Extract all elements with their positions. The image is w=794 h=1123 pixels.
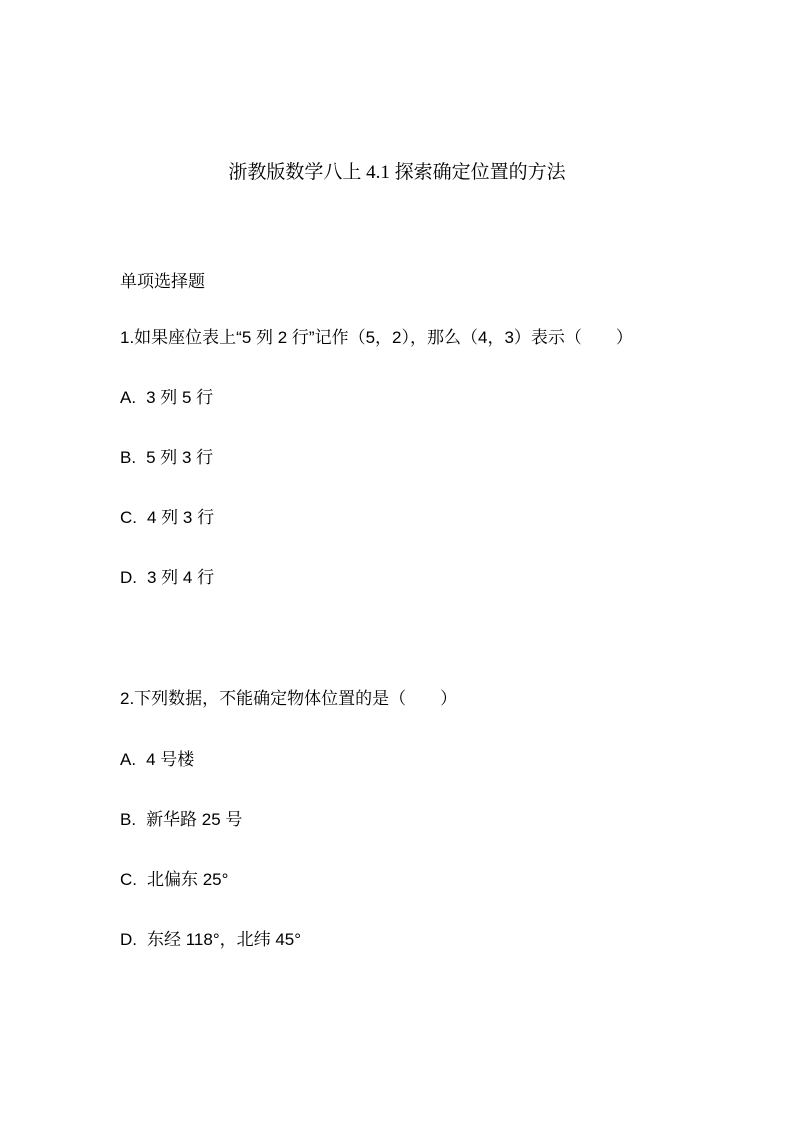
option-letter: C. [120,870,137,889]
question-1-option-d[interactable] [120,566,214,590]
option-text: 东经 118°，北纬 45° [147,930,302,949]
option-letter: C. [120,508,137,527]
option-letter: D. [120,568,137,587]
question-2-option-b[interactable] [120,808,242,832]
question-1-option-b[interactable] [120,446,213,470]
option-letter: D. [120,930,137,949]
option-text: 5 列 3 行 [146,448,214,467]
question-2-stem: 2.下列数据，不能确定物体位置的是（ ） [120,689,458,708]
section-heading: 单项选择题 [120,272,205,291]
question-1-option-c[interactable] [120,506,214,530]
question-1-option-a[interactable] [120,386,213,410]
option-text: 北偏东 25° [147,870,229,889]
question-2-option-d[interactable] [120,928,301,952]
option-text: 4 号楼 [146,750,195,769]
option-text: 新华路 25 号 [146,810,243,829]
option-letter: A. [120,750,137,769]
option-text: 4 列 3 行 [147,508,215,527]
question-2-option-c[interactable] [120,868,228,892]
question-2-option-a[interactable] [120,748,194,772]
option-letter: B. [120,448,137,467]
question-1-stem: 1.如果座位表上“5 列 2 行”记作（5，2），那么（4，3）表示（ ） [120,328,633,347]
option-text: 3 列 4 行 [147,568,215,587]
option-text: 3 列 5 行 [146,388,214,407]
document-title: 浙教版数学八上 4.1 探索确定位置的方法 [228,162,566,183]
option-letter: A. [120,388,137,407]
option-letter: B. [120,810,137,829]
